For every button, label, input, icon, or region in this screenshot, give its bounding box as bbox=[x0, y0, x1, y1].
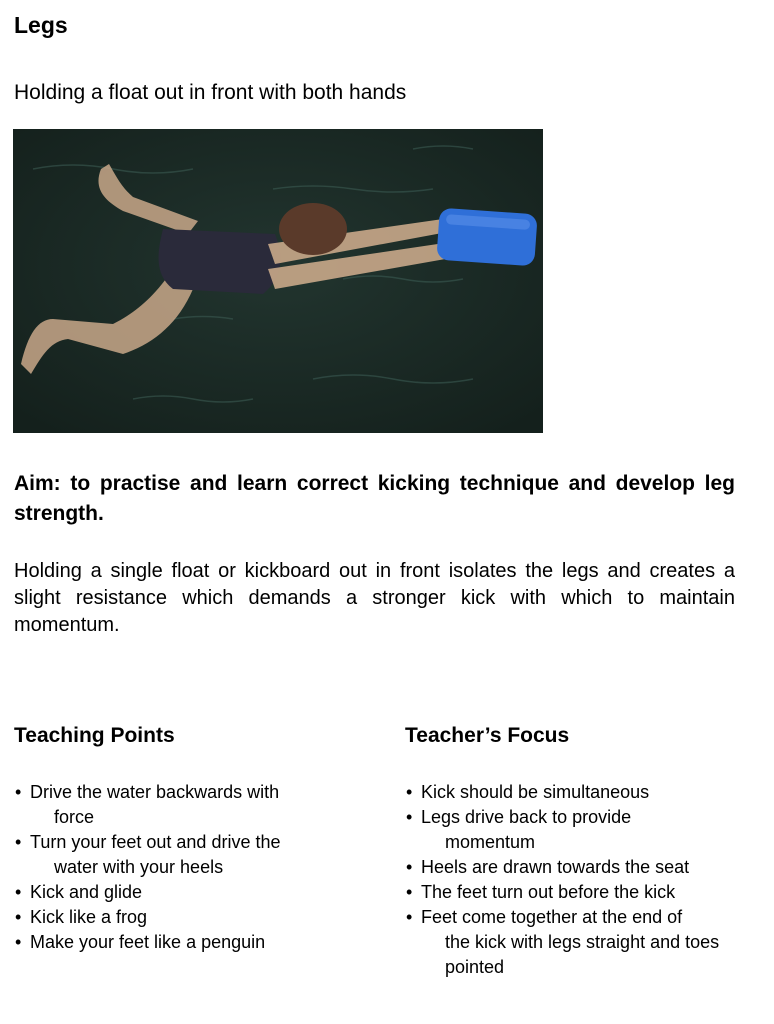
list-item-text: Kick should be simultaneous bbox=[421, 782, 650, 802]
swimmer-head bbox=[279, 203, 347, 255]
page-title: Legs bbox=[14, 12, 68, 38]
teachers-focus-heading: Teacher’s Focus bbox=[405, 724, 570, 747]
list-item-text: Legs drive back to provide bbox=[421, 807, 632, 827]
list-item-continuation: momentum bbox=[445, 832, 536, 852]
list-item bbox=[14, 880, 344, 905]
list-item-text: Kick like a frog bbox=[30, 907, 148, 927]
list-item-text: Make your feet like a penguin bbox=[30, 932, 266, 952]
swimsuit bbox=[159, 229, 281, 294]
list-item bbox=[405, 880, 735, 905]
teaching-points-heading: Teaching Points bbox=[14, 724, 175, 747]
list-item-continuation: force bbox=[54, 807, 95, 827]
list-item-text: Feet come together at the end of bbox=[421, 907, 683, 927]
list-item-text: Turn your feet out and drive the bbox=[30, 832, 281, 852]
exercise-description: Holding a single float or kickboard out in front isolates the legs and creates a slight resistance which demands a stronger kick with which to maintain momentum. bbox=[14, 560, 735, 636]
teachers-focus-section bbox=[405, 722, 735, 980]
list-item bbox=[14, 780, 344, 830]
list-item-text: Heels are drawn towards the seat bbox=[421, 857, 690, 877]
list-item-text: Kick and glide bbox=[30, 882, 143, 902]
list-item-text: Drive the water backwards with bbox=[30, 782, 280, 802]
list-item bbox=[14, 905, 344, 930]
list-item bbox=[405, 905, 735, 980]
teaching-points-section bbox=[14, 722, 344, 955]
swimmer-photo bbox=[13, 129, 543, 433]
swimmer-illustration bbox=[13, 129, 543, 433]
list-item-text: The feet turn out before the kick bbox=[421, 882, 676, 902]
list-item bbox=[405, 780, 735, 805]
list-item bbox=[14, 830, 344, 880]
list-item bbox=[405, 805, 735, 855]
list-item-continuation: the kick with legs straight and toes pointed bbox=[445, 932, 720, 977]
teaching-points-list bbox=[14, 780, 344, 955]
list-item bbox=[14, 930, 344, 955]
page-subtitle: Holding a float out in front with both hands bbox=[14, 81, 407, 104]
aim-statement: Aim: to practise and learn correct kicking technique and develop leg strength. bbox=[14, 472, 735, 525]
list-item-continuation: water with your heels bbox=[54, 857, 224, 877]
teachers-focus-list bbox=[405, 780, 735, 980]
list-item bbox=[405, 855, 735, 880]
